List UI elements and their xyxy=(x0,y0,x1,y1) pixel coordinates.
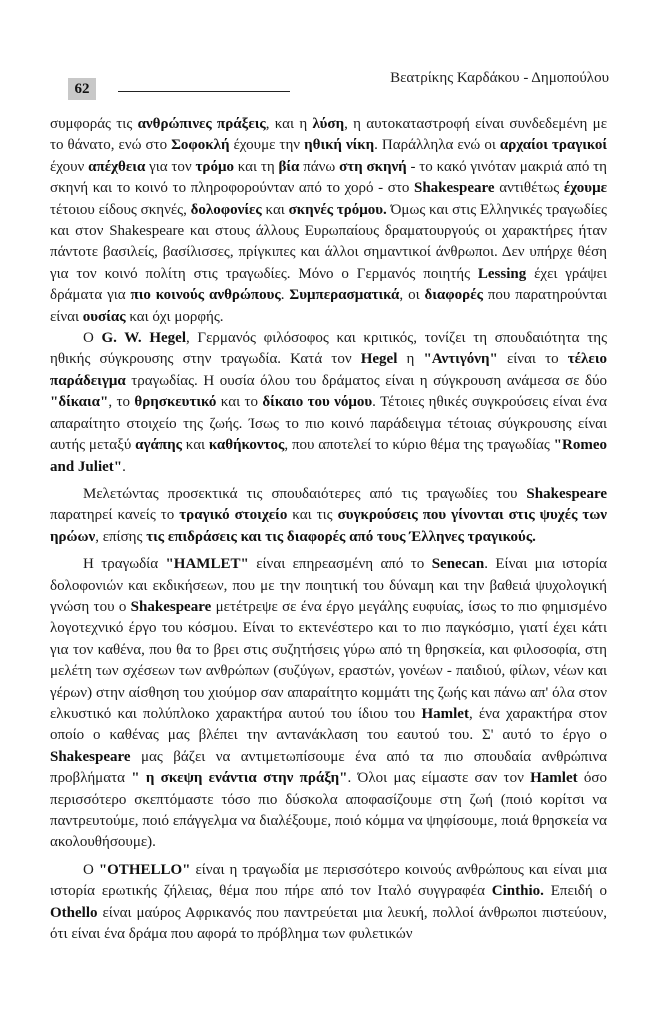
text-run: είναι το xyxy=(497,351,568,368)
text-run: αντιθέτως xyxy=(494,180,564,197)
bold-text-run: τέλειο παράδειγμα xyxy=(50,351,607,389)
text-run: Μελετώντας προσεκτικά τις σπουδαιότερες από τις τραγωδίες του xyxy=(83,485,527,502)
bold-text-run: ουσίας xyxy=(82,308,126,325)
paragraph xyxy=(50,114,607,328)
bold-text-run: "Αντιγόνη" xyxy=(423,351,498,368)
text-run: . Είναι μια ιστορία δολοφονιών και εκδικήσεων, που με την ποιητική του δύναμη και την βαθειά ψυχολογική γνώση του ο xyxy=(50,556,608,615)
body-text xyxy=(50,114,607,945)
text-run: , Γερμανός φιλόσοφος και κριτικός, τονίζει τη σπουδαιότητα της ηθικής σύγκρουσης στην τραγωδία. Κατά τον xyxy=(50,330,608,368)
bold-text-run: βία xyxy=(278,158,300,175)
text-run: έχουν xyxy=(50,158,89,175)
bold-text-run: τρόμο xyxy=(195,158,234,175)
bold-text-run: δολοφονίες xyxy=(190,201,262,218)
bold-text-run: Σοφοκλή xyxy=(171,137,230,154)
text-run: πάνω xyxy=(299,158,340,175)
paragraph xyxy=(50,328,607,478)
bold-text-run: Shakespeare xyxy=(130,598,212,615)
bold-text-run: G. W. Hegel xyxy=(101,330,186,347)
text-run: , επίσης xyxy=(95,528,147,545)
text-run: , ένα χαρακτήρα στον οποίο ο καθένας μας βλέπει την αντανάκλαση του εαυτού του. Σ' αυτό το έργο ο xyxy=(50,705,607,744)
page-number: 62 xyxy=(68,78,96,100)
bold-text-run: πιο κοινούς ανθρώπους xyxy=(130,287,281,304)
bold-text-run: διαφορές xyxy=(424,287,483,304)
text-run: . xyxy=(280,287,290,304)
text-run: και το xyxy=(216,394,263,411)
bold-text-run: " η σκεψη ενάντια στην πράξη" xyxy=(131,770,348,787)
text-run: Η τραγωδία xyxy=(83,556,166,573)
bold-text-run: Hegel xyxy=(360,351,398,368)
bold-text-run: συγκρούσεις που γίνονται στις ψυχές των ηρώων xyxy=(50,507,607,545)
bold-text-run: τις επιδράσεις και τις διαφορές από τους Έλληνες τραγικούς. xyxy=(146,528,536,545)
text-run: όσο περισσότερο σκεπτόμαστε τόσο πιο δύσκολα αποφασίζουμε στη ζωή (ποιό κορίτσι να παντρευτούμε, ποιό επάγγελμα να διαλέξουμε, ποιό κόμμα να ψηφίσουμε, ποιά θρησκεία να ακολουθήσουμε). xyxy=(50,770,607,851)
bold-text-run: αγάπης xyxy=(135,437,182,454)
text-run: , και η xyxy=(265,116,313,132)
header-rule xyxy=(118,91,290,92)
bold-text-run: ηθική νίκη xyxy=(304,137,375,154)
paragraph xyxy=(50,860,607,946)
paragraph xyxy=(50,554,607,854)
text-run: είναι η τραγωδία με περισσότερο κοινούς ανθρώπους και είναι μια ιστορία ερωτικής ζήλειας, θέμα που πήρε από τον Ιταλό συγγραφέα xyxy=(50,861,607,900)
bold-text-run: έχουμε xyxy=(563,180,607,197)
text-run: , η αυτοκαταστροφή είναι συνδεδεμένη με το θάνατο, ενώ στο xyxy=(50,116,608,154)
text-run: είναι μαύρος Αφρικανός που παντρεύεται μια λευκή, πολλοί άνθρωποι πιστεύουν, ότι είναι ένα δράμα που αφορά το πρόβλημα των φυλετικών xyxy=(50,904,607,943)
paragraph xyxy=(50,484,607,548)
text-run: Όμως και στις Ελληνικές τραγωδίες και στον Shakespeare και στους άλλους Ευρωπαίους δραματουργούς οι χαρακτήρες ήταν πάντοτε βασιλείς, βασίλισσες, πρίγκιπες και άλλοι σημαντικοί άνθρωποι. Δεν υπήρχε θέση για τον κοινό πολίτη στις τραγωδίες. Μόνο ο Γερμανός ποιητής xyxy=(50,201,607,282)
bold-text-run: σκηνές τρόμου. xyxy=(288,201,387,218)
bold-text-run: λύση xyxy=(312,116,345,132)
text-run: . xyxy=(122,458,126,475)
bold-text-run: Συμπερασματικά xyxy=(289,287,400,304)
bold-text-run: θρησκευτικό xyxy=(134,394,217,411)
text-run: τραγωδίας. Η ουσία όλου του δράματος είναι η σύγκρουση ανάμεσα σε δύο xyxy=(125,372,607,389)
text-run: είναι επηρεασμένη από το xyxy=(248,556,432,573)
running-head: Βεατρίκης Καρδάκου - Δημοπούλου xyxy=(390,70,609,86)
text-run: και όχι μορφής. xyxy=(125,308,224,325)
bold-text-run: "HAMLET" xyxy=(165,556,249,573)
bold-text-run: τραγικό στοιχείο xyxy=(179,507,288,524)
text-run: Ο xyxy=(83,861,99,878)
text-run: για τον xyxy=(145,158,196,175)
text-run: έχουμε την xyxy=(229,137,305,154)
text-run: συμφοράς τις xyxy=(50,116,138,132)
bold-text-run: Lessing xyxy=(477,265,527,282)
bold-text-run: Shakespeare xyxy=(414,180,495,197)
text-run: που παρατηρούνται είναι xyxy=(50,287,607,325)
text-run: και xyxy=(261,201,289,218)
bold-text-run: "OTHELLO" xyxy=(98,861,191,878)
text-run: η xyxy=(397,351,424,368)
bold-text-run: Senecan xyxy=(431,556,485,573)
text-run: μετέτρεψε σε ένα έργο μεγάλης ευφυίας, ίσως το πιο φημισμένο λογοτεχνικό έργο του κόσμου. Είναι το εκτενέστερο και το πιο παγκόσμιο, γιατί έχει κάτι για τον καθένα, που θα το βρει στις συζητήσεις γύρω από τη θρησκεία, και φιλοσοφία, στη μελέτη των σχέσεων των ανθρώπων (συζύγων, εραστών, γονέων - παιδιού, φίλων, νέων και γέρων) στην αίσθηση του χιούμορ σαν απαραίτητο κομμάτι της ζωής και πάνω απ' όλα στον ελκυστικό και πολύπλοκο χαρακτήρα αυτού του ίδιου του xyxy=(50,598,607,722)
bold-text-run: "δίκαια" xyxy=(50,394,109,411)
text-run: . Όλοι μας είμαστε σαν τον xyxy=(347,770,531,787)
text-run: , οι xyxy=(399,287,425,304)
text-run: μας βάζει να αντιμετωπίσουμε ένα από τα πιο σπουδαία ανθρώπινα προβλήματα xyxy=(50,748,607,787)
text-run: . Τέτοιες ηθικές συγκρούσεις είναι ένα απαραίτητο στοιχείο της ζωής. Ίσως το πιο κοινό παράδειγμα τέτοιας σύγκρουσης είναι αυτής μεταξύ xyxy=(50,394,607,454)
text-run: . Παράλληλα ενώ οι xyxy=(374,137,500,154)
text-run: , που αποτελεί το κύριο θέμα της τραγωδίας xyxy=(284,437,554,454)
bold-text-run: Cinthio. xyxy=(491,883,544,900)
bold-text-run: στη σκηνή xyxy=(339,158,407,175)
text-run: παρατηρεί κανείς το xyxy=(50,507,180,524)
text-run: , το xyxy=(108,394,135,411)
bold-text-run: δίκαιο του νόμου xyxy=(262,394,373,411)
bold-text-run: "Romeo and Juliet" xyxy=(50,437,607,475)
bold-text-run: ανθρώπινες πράξεις xyxy=(137,116,266,132)
bold-text-run: καθήκοντος xyxy=(208,437,285,454)
text-run: - το κακό γινόταν μακριά από τη σκηνή και το κοινό το πληροφορούνταν από το χορό - στο xyxy=(50,158,607,197)
text-run: Επειδή ο xyxy=(543,883,608,900)
bold-text-run: απέχθεια xyxy=(88,158,146,175)
text-run: έχει γράψει δράματα για xyxy=(50,265,607,304)
bold-text-run: Hamlet xyxy=(530,770,578,787)
bold-text-run: Hamlet xyxy=(421,705,469,722)
bold-text-run: αρχαίοι τραγικοί xyxy=(499,137,607,154)
text-run: Ο xyxy=(83,330,102,347)
bold-text-run: Shakespeare xyxy=(526,485,607,502)
text-run: και τις xyxy=(287,507,338,524)
bold-text-run: Shakespeare xyxy=(50,748,131,765)
text-run: και xyxy=(181,437,209,454)
text-run: τέτοιου είδους σκηνές, xyxy=(50,201,191,218)
text-run: και τη xyxy=(233,158,279,175)
bold-text-run: Othello xyxy=(50,904,98,921)
